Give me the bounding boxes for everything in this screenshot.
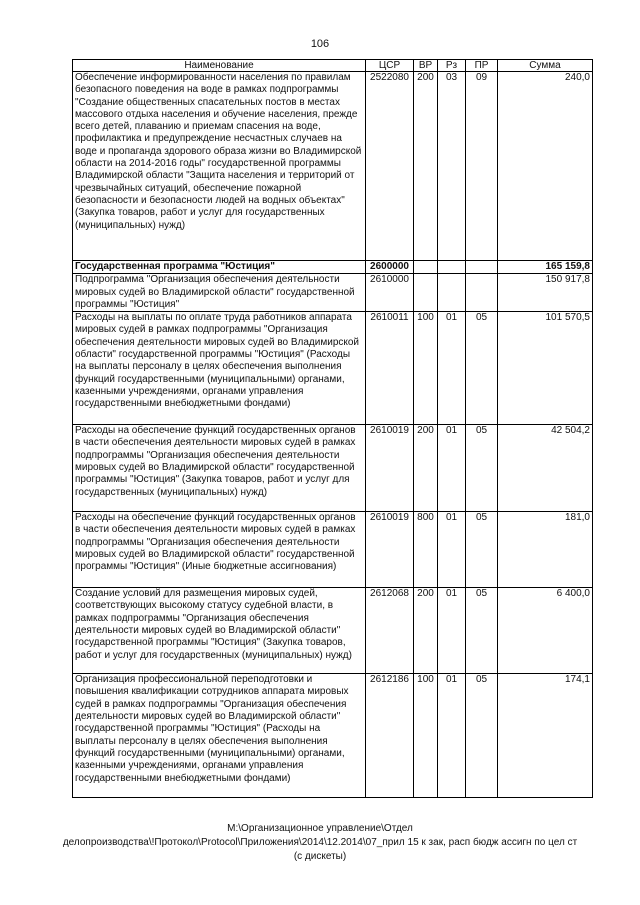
row-vr: 800 [414, 512, 438, 588]
row-rz [438, 274, 466, 312]
row-csr: 2610000 [366, 274, 414, 312]
row-vr: 100 [414, 312, 438, 425]
column-header-sum: Сумма [498, 60, 593, 72]
row-vr: 200 [414, 588, 438, 674]
row-csr: 2612186 [366, 674, 414, 798]
row-pr: 05 [466, 674, 498, 798]
row-pr [466, 274, 498, 312]
row-rz: 01 [438, 425, 466, 512]
row-csr: 2610019 [366, 425, 414, 512]
row-name: Подпрограмма "Организация обеспечения деятельности мировых судей во Владимирской области" государственной программы "Юстиция" [73, 274, 366, 312]
row-csr: 2612068 [366, 588, 414, 674]
row-pr: 09 [466, 72, 498, 261]
table-row [73, 312, 593, 425]
row-pr [466, 261, 498, 274]
row-name: Создание условий для размещения мировых судей, соответствующих высокому статусу судебной власти, в рамках подпрограммы "Организация обеспечения деятельности мировых судей во Владимирской области" государственной программы "Юстиция" (Закупка товаров, работ и услуг для государственных (муниципальных) нужд) [73, 588, 366, 674]
column-header-pr: ПР [466, 60, 498, 72]
row-sum: 181,0 [498, 512, 593, 588]
row-vr: 200 [414, 425, 438, 512]
row-name: Расходы на обеспечение функций государственных органов в части обеспечения деятельности мировых судей в рамках подпрограммы "Организация обеспечения деятельности мировых судей во Владимирской области" государственной программы "Юстиция" (Закупка товаров, работ и услуг для государственных (муниципальных) нужд) [73, 425, 366, 512]
file-path-footer [0, 822, 640, 864]
table-row [73, 425, 593, 512]
column-header-vr: ВР [414, 60, 438, 72]
budget-table [72, 59, 593, 798]
row-sum: 240,0 [498, 72, 593, 261]
row-pr: 05 [466, 312, 498, 425]
table-row [73, 72, 593, 261]
row-vr [414, 274, 438, 312]
footer-line-2: делопроизводства\!Протокол\Protocol\Приложения\2014\12.2014\07_прил 15 к зак, расп бюдж ассигн по цел ст [62, 837, 578, 848]
table-row [73, 674, 593, 798]
row-name: Организация профессиональной переподготовки и повышения квалификации сотрудников аппарата мировых судей в рамках подпрограммы "Организация обеспечения деятельности мировых судей во Владимирской области" государственной программы "Юстиция" (Расходы на выплаты персоналу в целях обеспечения выполнения функций государственными (муниципальными) органами, казенными учреждениями, органами управления государственными внебюджетными фондами) [73, 674, 366, 798]
row-csr: 2610011 [366, 312, 414, 425]
row-csr: 2522080 [366, 72, 414, 261]
column-header-rz: Рз [438, 60, 466, 72]
table-row [73, 261, 593, 274]
row-rz: 01 [438, 674, 466, 798]
row-vr: 200 [414, 72, 438, 261]
row-vr: 100 [414, 674, 438, 798]
row-name: Обеспечение информированности населения по правилам безопасного поведения на воде в рамках подпрограммы "Создание общественных спасательных постов в местах массового отдыха населения и обучение населения, прежде всего детей, плаванию и приемам спасения на воде, профилактика и предупреждение несчастных случаев на воде и пропаганда здорового образа жизни во Владимирской области на 2014-2016 годы" государственной программы Владимирской области "Защита населения и территорий от чрезвычайных ситуаций, обеспечение пожарной безопасности и безопасности людей на водных объектах" (Закупка товаров, работ и услуг для государственных (муниципальных) нужд) [73, 72, 366, 261]
footer-line-1: М:\Организационное управление\Отдел [227, 823, 413, 834]
table-row [73, 588, 593, 674]
row-sum: 101 570,5 [498, 312, 593, 425]
row-pr: 05 [466, 512, 498, 588]
row-rz: 01 [438, 512, 466, 588]
row-pr: 05 [466, 588, 498, 674]
row-sum: 150 917,8 [498, 274, 593, 312]
row-rz: 03 [438, 72, 466, 261]
row-vr [414, 261, 438, 274]
row-csr: 2610019 [366, 512, 414, 588]
row-rz: 01 [438, 312, 466, 425]
row-name: Расходы на выплаты по оплате труда работников аппарата мировых судей в рамках подпрограммы "Организация обеспечения деятельности мировых судей во Владимирской области" государственной программы "Юстиция" (Расходы на выплаты персоналу в целях обеспечения выполнения функций государственными (муниципальными) органами, казенными учреждениями, органами управления государственными внебюджетными фондами) [73, 312, 366, 425]
row-sum: 174,1 [498, 674, 593, 798]
row-sum: 42 504,2 [498, 425, 593, 512]
column-header-csr: ЦСР [366, 60, 414, 72]
page-number: 106 [310, 38, 330, 50]
row-sum: 165 159,8 [498, 261, 593, 274]
table-row [73, 512, 593, 588]
row-pr: 05 [466, 425, 498, 512]
table-row [73, 274, 593, 312]
row-rz [438, 261, 466, 274]
table-header-row [73, 60, 593, 72]
row-sum: 6 400,0 [498, 588, 593, 674]
row-rz: 01 [438, 588, 466, 674]
row-name: Государственная программа "Юстиция" [73, 261, 366, 274]
column-header-name: Наименование [73, 60, 366, 72]
footer-line-3: (с дискеты) [293, 851, 347, 862]
row-csr: 2600000 [366, 261, 414, 274]
row-name: Расходы на обеспечение функций государственных органов в части обеспечения деятельности мировых судей в рамках подпрограммы "Организация обеспечения деятельности мировых судей во Владимирской области" государственной программы "Юстиция" (Иные бюджетные ассигнования) [73, 512, 366, 588]
